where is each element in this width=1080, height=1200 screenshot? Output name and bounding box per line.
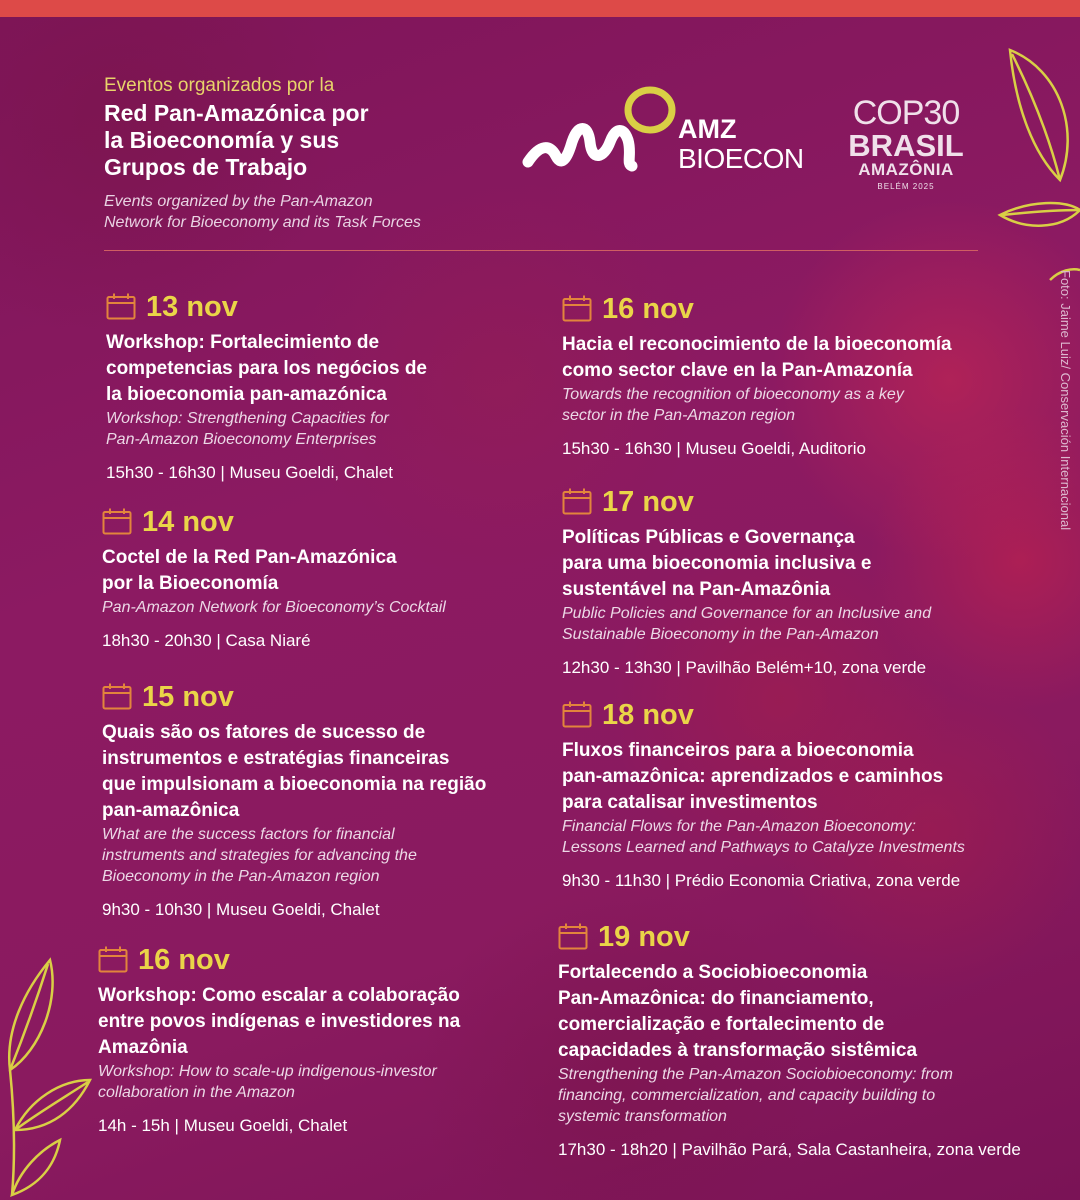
- page-title-line: Grupos de Trabajo: [104, 154, 308, 180]
- event-title: [98, 983, 538, 1061]
- event-time-place: 9h30 - 11h30 | Prédio Economia Criativa, zona verde: [562, 871, 961, 890]
- event-date: 19 nov: [598, 921, 690, 953]
- amazonia-logo-text: AMAZÔNIA: [858, 160, 954, 179]
- calendar-icon: [562, 295, 592, 322]
- event-title: [562, 738, 1032, 816]
- event-title: [102, 545, 542, 597]
- event-date-row: [102, 680, 542, 714]
- event-title-line: Pan-Amazônica: do financiamento,: [558, 988, 874, 1009]
- event-title: [106, 330, 546, 408]
- event-date: 14 nov: [142, 506, 234, 538]
- amz-logo-text: AMZ: [678, 114, 737, 144]
- event-title-line: sustentável na Pan-Amazônia: [562, 579, 831, 600]
- page-subtitle-line: Events organized by the Pan-Amazon: [104, 193, 373, 210]
- event-time-place: 9h30 - 10h30 | Museu Goeldi, Chalet: [102, 900, 380, 919]
- event-title-en-line: Sustainable Bioeconomy in the Pan-Amazon: [562, 626, 879, 643]
- header-divider: [104, 250, 978, 251]
- event-title-en-line: sector in the Pan-Amazon region: [562, 407, 796, 424]
- brasil-logo-text: BRASIL: [848, 128, 964, 163]
- event-time-place: 18h30 - 20h30 | Casa Niaré: [102, 631, 311, 650]
- bioecon-logo-text: BIOECON: [678, 143, 804, 174]
- cop30-logo: [846, 95, 966, 192]
- event-title-line: Fluxos financeiros para a bioeconomia: [562, 740, 914, 761]
- event-item: [102, 680, 542, 921]
- event-date: 15 nov: [142, 681, 234, 713]
- event-date-row: [98, 943, 538, 977]
- event-item: [562, 698, 1032, 892]
- event-item: [106, 290, 546, 484]
- leaf-icon: [0, 950, 100, 1200]
- event-title-en-line: systemic transformation: [558, 1108, 727, 1125]
- page-title: [104, 100, 504, 181]
- header-intro: Eventos organizados por la: [104, 75, 335, 96]
- event-item: [98, 943, 538, 1137]
- event-title-line: Hacia el reconocimiento de la bioeconomía: [562, 334, 952, 355]
- page-title-line: Red Pan-Amazónica por: [104, 100, 369, 126]
- event-title-en-line: Strengthening the Pan-Amazon Sociobioeconomy: from: [558, 1066, 953, 1083]
- event-title-en-line: What are the success factors for financial: [102, 826, 395, 843]
- event-date-row: [562, 292, 1032, 326]
- header: [104, 74, 504, 233]
- event-title-line: competencias para los negócios de: [106, 358, 427, 379]
- event-title-line: comercialização e fortalecimento de: [558, 1014, 885, 1035]
- event-title-en: [558, 1064, 1048, 1127]
- event-time-place: 12h30 - 13h30 | Pavilhão Belém+10, zona verde: [562, 658, 927, 677]
- event-title-line: instrumentos e estratégias financeiras: [102, 748, 450, 769]
- amz-bioecon-logo: [520, 84, 820, 184]
- event-title-en-line: Pan-Amazon Bioeconomy Enterprises: [106, 431, 377, 448]
- event-title-en-line: instruments and strategies for advancing the: [102, 847, 417, 864]
- event-item: [562, 485, 1032, 679]
- event-title: [562, 332, 1032, 384]
- event-date: 16 nov: [138, 944, 230, 976]
- event-title-en-line: collaboration in the Amazon: [98, 1084, 295, 1101]
- event-item: [562, 292, 1032, 460]
- event-title-line: como sector clave en la Pan-Amazonía: [562, 360, 913, 381]
- event-date: 17 nov: [602, 486, 694, 518]
- event-title-en-line: Workshop: How to scale-up indigenous-investor: [98, 1063, 437, 1080]
- event-title-line: la bioeconomia pan-amazónica: [106, 384, 387, 405]
- event-title-en: [102, 597, 542, 618]
- event-date-row: [102, 505, 542, 539]
- event-title-en: [98, 1061, 538, 1103]
- calendar-icon: [102, 508, 132, 535]
- calendar-icon: [106, 293, 136, 320]
- event-title-en-line: financing, commercialization, and capacity building to: [558, 1087, 936, 1104]
- event-title-line: Amazônia: [98, 1037, 188, 1058]
- event-title-line: Políticas Públicas e Governança: [562, 527, 855, 548]
- event-date: 18 nov: [602, 699, 694, 731]
- page-subtitle-line: Network for Bioeconomy and its Task Forces: [104, 214, 421, 231]
- event-title-en-line: Bioeconomy in the Pan-Amazon region: [102, 868, 380, 885]
- page-title-line: la Bioeconomía y sus: [104, 127, 340, 153]
- event-title-en-line: Public Policies and Governance for an Inclusive and: [562, 605, 932, 622]
- event-time-place: 14h - 15h | Museu Goeldi, Chalet: [98, 1116, 348, 1135]
- event-title-en-line: Workshop: Strengthening Capacities for: [106, 410, 389, 427]
- event-title-en: [562, 816, 1032, 858]
- event-title-line: Workshop: Fortalecimiento de: [106, 332, 380, 353]
- event-title-line: para catalisar investimentos: [562, 792, 818, 813]
- event-title: [558, 960, 1048, 1064]
- event-item: [558, 920, 1048, 1161]
- calendar-icon: [98, 946, 128, 973]
- event-time-place: 17h30 - 18h20 | Pavilhão Pará, Sala Castanheira, zona verde: [558, 1140, 1021, 1159]
- event-item: [102, 505, 542, 652]
- photo-credit: Foto: Jaime Luiz/ Conservación Internacional: [1058, 270, 1073, 531]
- event-time-place: 15h30 - 16h30 | Museu Goeldi, Chalet: [106, 463, 393, 482]
- cop30-logo-text: COP30: [852, 94, 960, 132]
- event-date-row: [106, 290, 546, 324]
- calendar-icon: [102, 683, 132, 710]
- calendar-icon: [558, 923, 588, 950]
- event-title: [562, 525, 1032, 603]
- event-title-line: entre povos indígenas e investidores na: [98, 1011, 461, 1032]
- event-date-row: [558, 920, 1048, 954]
- amz-logo-mark-icon: [520, 84, 680, 184]
- event-date: 13 nov: [146, 291, 238, 323]
- event-time-place: 15h30 - 16h30 | Museu Goeldi, Auditorio: [562, 439, 867, 458]
- event-date: 16 nov: [602, 293, 694, 325]
- event-title-en-line: Pan-Amazon Network for Bioeconomy’s Cocktail: [102, 599, 446, 616]
- event-title-en: [106, 408, 546, 450]
- event-title-en-line: Financial Flows for the Pan-Amazon Bioeconomy:: [562, 818, 916, 835]
- event-title-line: Coctel de la Red Pan-Amazónica: [102, 547, 397, 568]
- event-title-line: para uma bioeconomia inclusiva e: [562, 553, 872, 574]
- event-date-row: [562, 698, 1032, 732]
- event-title-line: capacidades à transformação sistêmica: [558, 1040, 918, 1061]
- page-subtitle-en: [104, 191, 504, 233]
- event-date-row: [562, 485, 1032, 519]
- calendar-icon: [562, 701, 592, 728]
- event-title: [102, 720, 542, 824]
- event-title-en: [562, 603, 1032, 645]
- calendar-icon: [562, 488, 592, 515]
- belem-logo-text: BELÉM 2025: [877, 182, 935, 191]
- event-title-line: Workshop: Como escalar a colaboração: [98, 985, 460, 1006]
- event-title-en: [562, 384, 1032, 426]
- event-title-line: Quais são os fatores de sucesso de: [102, 722, 426, 743]
- event-title-line: pan-amazônica: aprendizados e caminhos: [562, 766, 944, 787]
- event-title-line: que impulsionam a bioeconomia na região: [102, 774, 487, 795]
- event-title-line: Fortalecendo a Sociobioeconomia: [558, 962, 868, 983]
- top-accent-bar: [0, 0, 1080, 17]
- event-title-line: pan-amazônica: [102, 800, 240, 821]
- event-title-en-line: Towards the recognition of bioeconomy as a key: [562, 386, 904, 403]
- event-title-en-line: Lessons Learned and Pathways to Catalyze Investments: [562, 839, 965, 856]
- leaf-icon: [990, 40, 1080, 300]
- event-title-line: por la Bioeconomía: [102, 573, 279, 594]
- event-title-en: [102, 824, 542, 887]
